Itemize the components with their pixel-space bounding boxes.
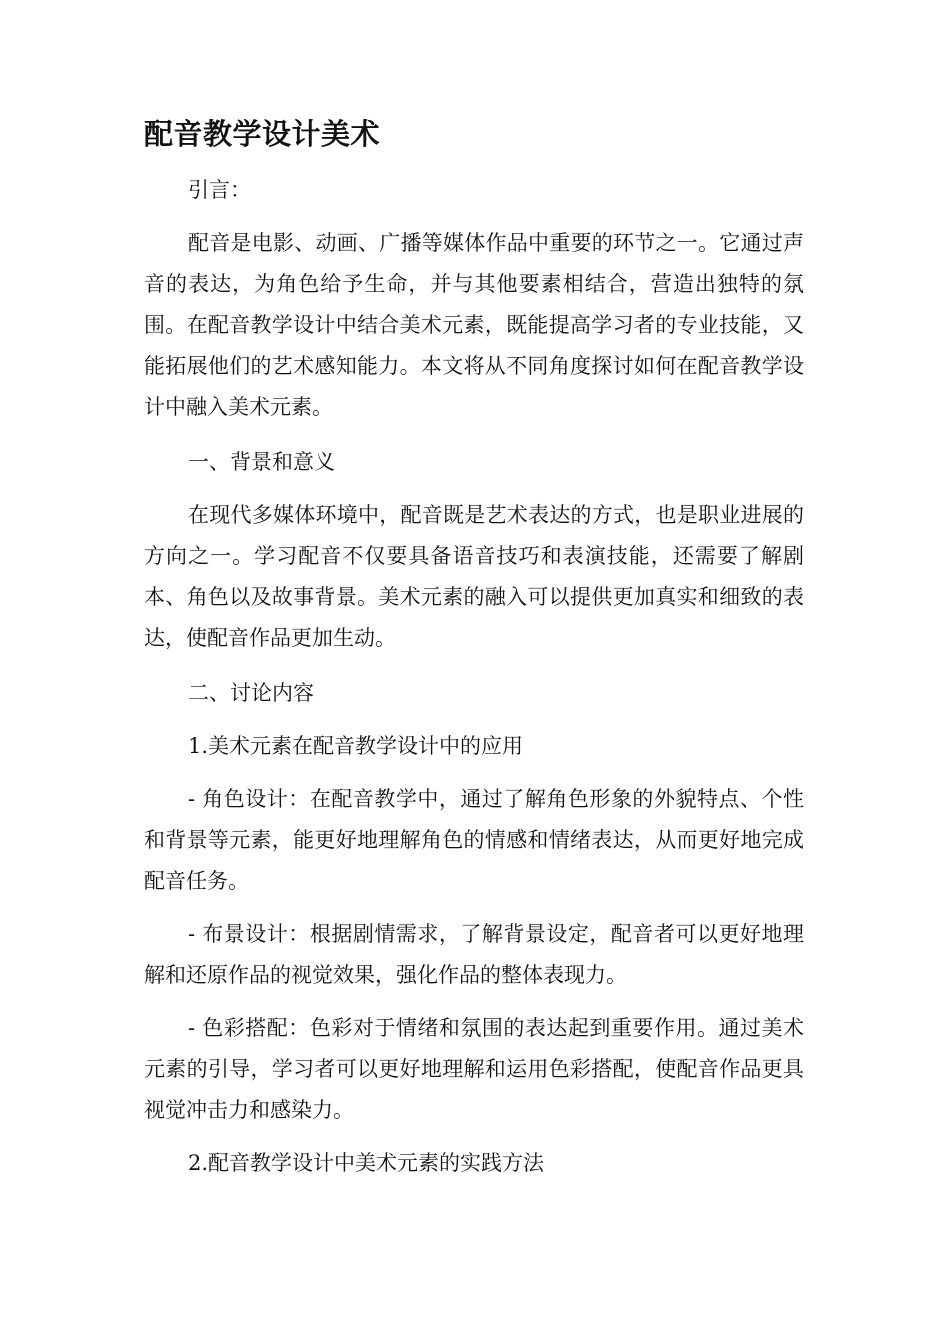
bullet-color-matching: - 色彩搭配：色彩对于情绪和氛围的表达起到重要作用。通过美术元素的引导，学习者可以更好地理解和运用色彩搭配，使配音作品更具视觉冲击力和感染力。 (144, 1016, 804, 1122)
intro-paragraph: 配音是电影、动画、广播等媒体作品中重要的环节之一。它通过声音的表达，为角色给予生命，并与其他要素相结合，营造出独特的氛围。在配音教学设计中结合美术元素，既能提高学习者的专业技能，又能拓展他们的艺术感知能力。本文将从不同角度探讨如何在配音教学设计中融入美术元素。 (144, 231, 804, 419)
section-heading-discussion: 二、讨论内容 (188, 681, 314, 705)
subsection-heading-practice: 2.配音教学设计中美术元素的实践方法 (188, 1151, 545, 1175)
section-heading-background: 一、背景和意义 (188, 450, 335, 474)
bullet-scene-design: - 布景设计：根据剧情需求，了解背景设定，配音者可以更好地理解和还原作品的视觉效果，强化作品的整体表现力。 (144, 922, 804, 987)
intro-heading: 引言： (188, 178, 251, 202)
document-body (144, 170, 804, 1184)
bullet-character-design: - 角色设计：在配音教学中，通过了解角色形象的外貌特点、个性和背景等元素，能更好地理解角色的情感和情绪表达，从而更好地完成配音任务。 (144, 787, 804, 893)
section-paragraph-background: 在现代多媒体环境中，配音既是艺术表达的方式，也是职业进展的方向之一。学习配音不仅要具备语音技巧和表演技能，还需要了解剧本、角色以及故事背景。美术元素的融入可以提供更加真实和细致的表达，使配音作品更加生动。 (144, 503, 804, 650)
subsection-heading-application: 1.美术元素在配音教学设计中的应用 (188, 734, 524, 758)
document-title: 配音教学设计美术 (144, 117, 381, 151)
